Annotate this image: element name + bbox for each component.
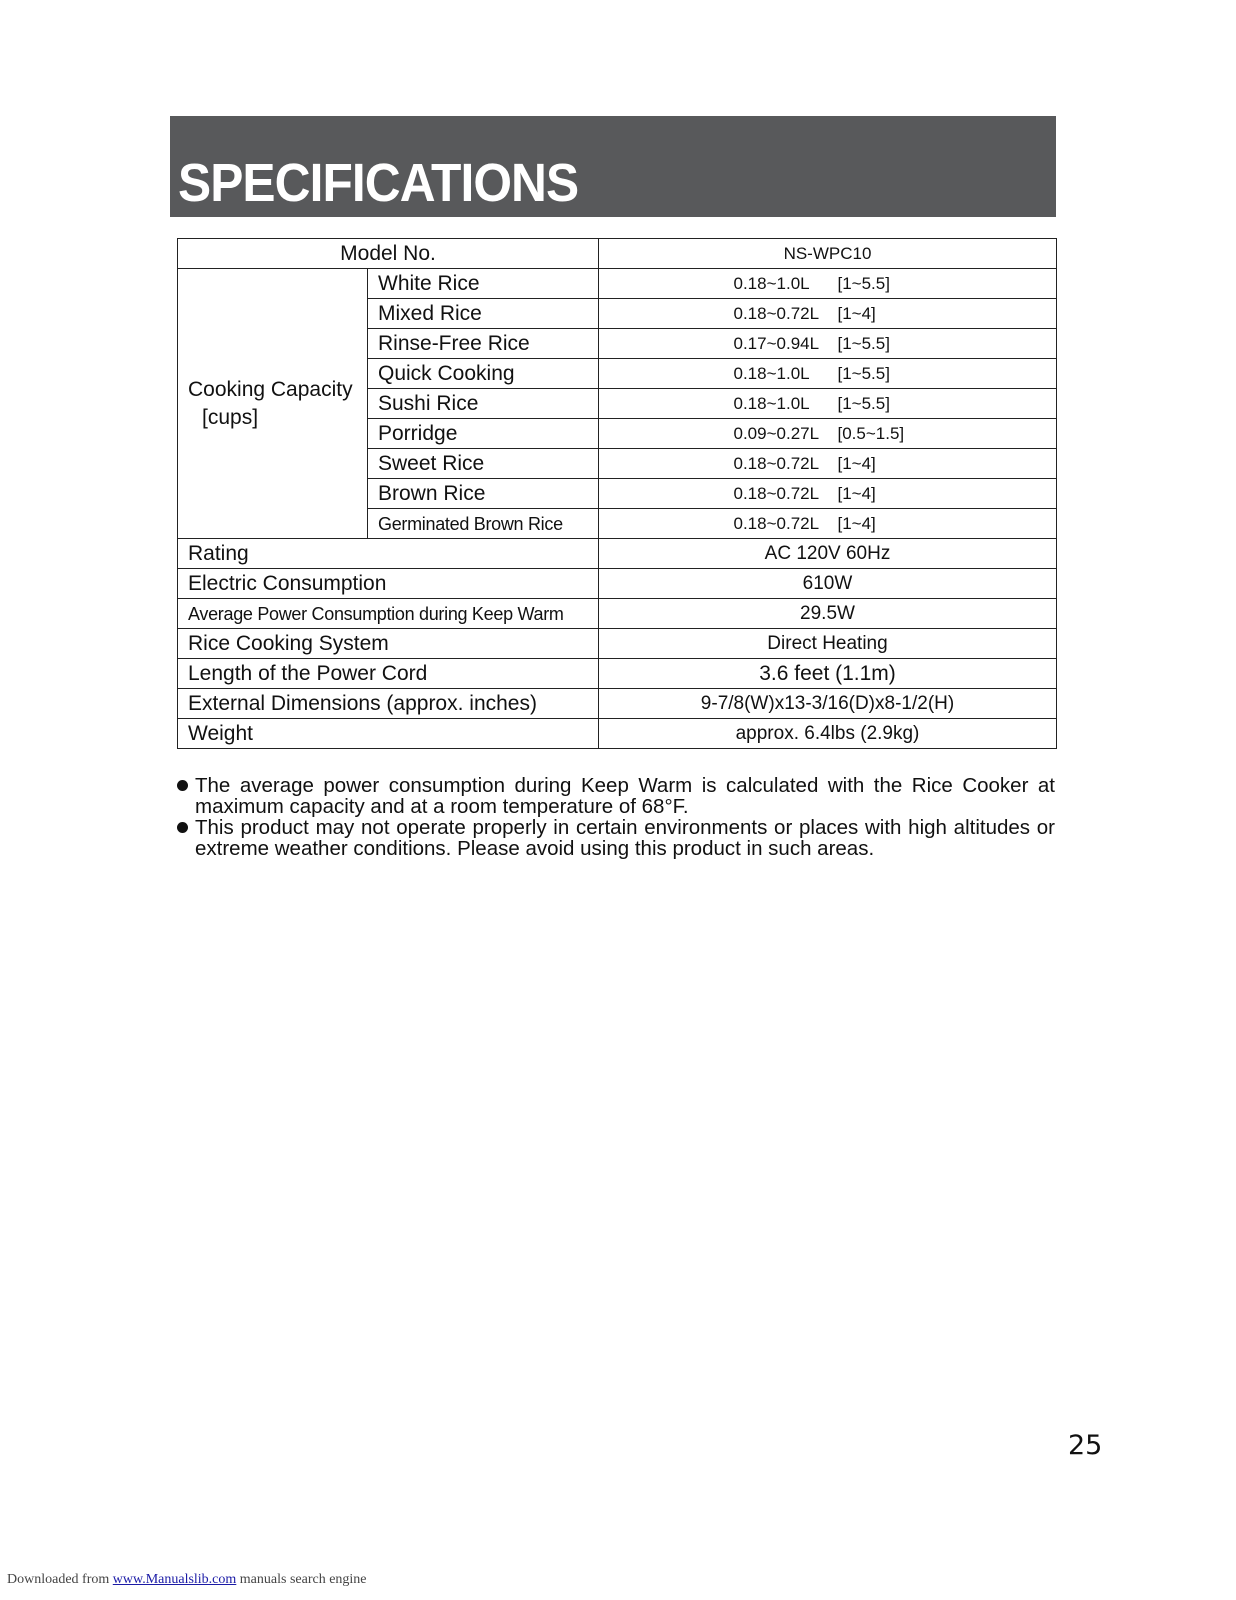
manualslib-link[interactable]: www.Manualslib.com xyxy=(112,1572,237,1587)
menu-label: Rinse-Free Rice xyxy=(368,329,599,359)
model-value: NS-WPC10 xyxy=(599,239,1057,269)
table-row xyxy=(178,719,1057,749)
capacity-value xyxy=(599,389,1057,419)
capacity-value xyxy=(599,299,1057,329)
capacity-value xyxy=(599,419,1057,449)
bullet-icon xyxy=(177,822,188,833)
footer-suffix: manuals search engine xyxy=(239,1572,367,1587)
capacity-cups: [1~5.5] xyxy=(837,333,890,353)
keep-warm-label: Average Power Consumption during Keep Warm xyxy=(178,599,599,629)
dimensions-value: 9-7/8(W)x13-3/16(D)x8-1/2(H) xyxy=(599,689,1057,719)
page-number: 25 xyxy=(1068,1430,1103,1461)
capacity-value xyxy=(599,479,1057,509)
capacity-liters: 0.18~1.0L xyxy=(733,393,810,413)
page-title: SPECIFICATIONS xyxy=(178,153,579,213)
capacity-cups: [1~4] xyxy=(837,513,876,533)
capacity-liters: 0.18~1.0L xyxy=(733,363,810,383)
capacity-value xyxy=(599,329,1057,359)
cooking-capacity-unit: [cups] xyxy=(202,405,259,429)
capacity-value xyxy=(599,269,1057,299)
capacity-liters: 0.18~0.72L xyxy=(733,303,820,323)
weight-label: Weight xyxy=(178,719,599,749)
capacity-value xyxy=(599,509,1057,539)
capacity-liters: 0.17~0.94L xyxy=(733,333,820,353)
table-row xyxy=(178,599,1057,629)
table-row xyxy=(178,659,1057,689)
menu-label: Quick Cooking xyxy=(368,359,599,389)
capacity-cups: [1~4] xyxy=(837,483,876,503)
note-item xyxy=(177,817,1055,859)
menu-label: Germinated Brown Rice xyxy=(368,509,599,539)
rating-value: AC 120V 60Hz xyxy=(599,539,1057,569)
electric-consumption-label: Electric Consumption xyxy=(178,569,599,599)
model-label: Model No. xyxy=(178,239,599,269)
capacity-liters: 0.18~0.72L xyxy=(733,483,820,503)
note-text: This product may not operate properly in certain environments or places with high altitudes or extreme weather conditions. Please avoid using this product in such areas. xyxy=(195,816,1055,860)
capacity-liters: 0.18~0.72L xyxy=(733,453,820,473)
capacity-liters: 0.18~0.72L xyxy=(733,513,820,533)
table-row xyxy=(178,539,1057,569)
menu-label: Porridge xyxy=(368,419,599,449)
cooking-capacity-label xyxy=(178,269,368,539)
table-row xyxy=(178,239,1057,269)
bullet-icon xyxy=(177,780,188,791)
capacity-cups: [1~4] xyxy=(837,303,876,323)
cooking-system-label: Rice Cooking System xyxy=(178,629,599,659)
capacity-value xyxy=(599,359,1057,389)
specifications-table xyxy=(177,238,1057,749)
capacity-cups: [0.5~1.5] xyxy=(837,423,905,443)
keep-warm-value: 29.5W xyxy=(599,599,1057,629)
power-cord-value: 3.6 feet (1.1m) xyxy=(599,659,1057,689)
heading-banner xyxy=(170,116,1056,217)
table-row xyxy=(178,689,1057,719)
capacity-cups: [1~5.5] xyxy=(837,393,890,413)
electric-consumption-value: 610W xyxy=(599,569,1057,599)
capacity-cups: [1~5.5] xyxy=(837,363,890,383)
capacity-liters: 0.09~0.27L xyxy=(733,423,820,443)
capacity-cups: [1~5.5] xyxy=(837,273,890,293)
menu-label: Mixed Rice xyxy=(368,299,599,329)
menu-label: Brown Rice xyxy=(368,479,599,509)
power-cord-label: Length of the Power Cord xyxy=(178,659,599,689)
table-row xyxy=(178,629,1057,659)
footer xyxy=(7,1572,367,1588)
cooking-capacity-title: Cooking Capacity xyxy=(188,377,353,401)
capacity-cups: [1~4] xyxy=(837,453,876,473)
menu-label: Sweet Rice xyxy=(368,449,599,479)
table-row xyxy=(178,269,1057,299)
capacity-liters: 0.18~1.0L xyxy=(733,273,810,293)
weight-value: approx. 6.4lbs (2.9kg) xyxy=(599,719,1057,749)
footer-prefix: Downloaded from xyxy=(7,1572,110,1587)
rating-label: Rating xyxy=(178,539,599,569)
dimensions-label: External Dimensions (approx. inches) xyxy=(178,689,599,719)
note-item xyxy=(177,775,1055,817)
note-text: The average power consumption during Keep Warm is calculated with the Rice Cooker at maximum capacity and at a room temperature of 68°F. xyxy=(195,774,1055,818)
cooking-system-value: Direct Heating xyxy=(599,629,1057,659)
table-row xyxy=(178,569,1057,599)
capacity-value xyxy=(599,449,1057,479)
notes xyxy=(177,775,1055,859)
menu-label: Sushi Rice xyxy=(368,389,599,419)
menu-label: White Rice xyxy=(368,269,599,299)
